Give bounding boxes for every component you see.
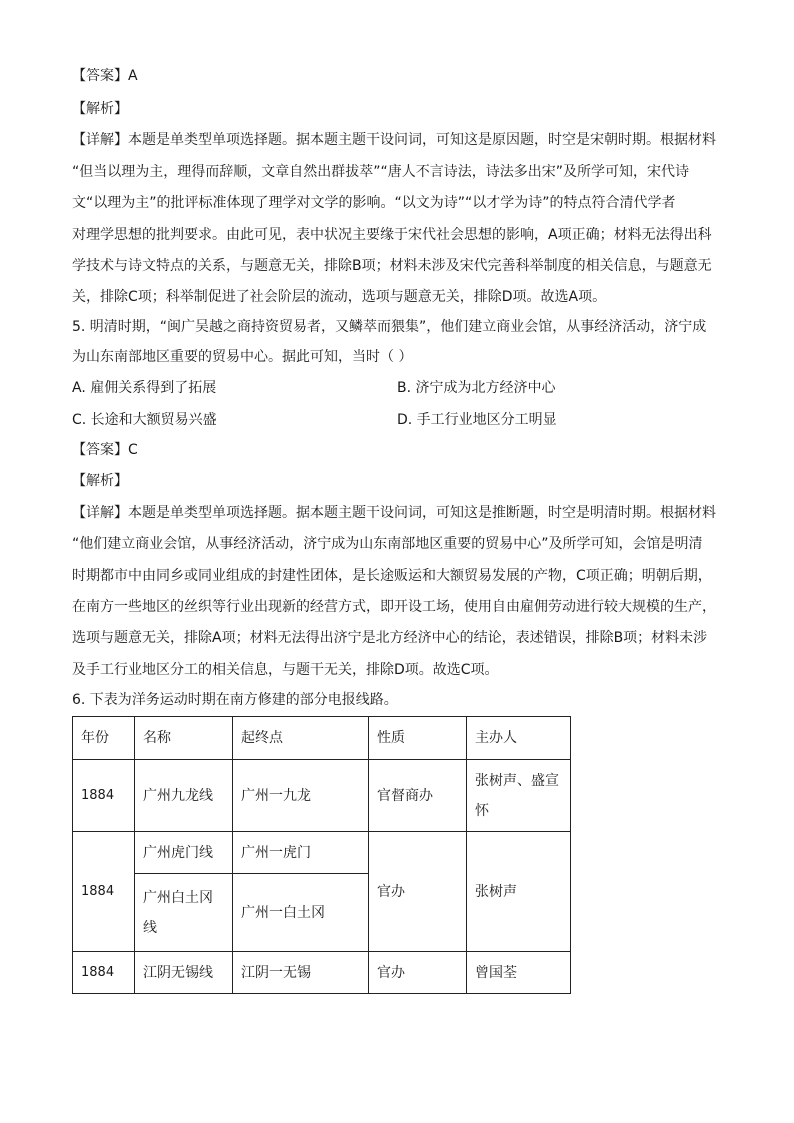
q4-detail-line-1 bbox=[72, 130, 716, 150]
telegraph-lines-table bbox=[72, 716, 571, 994]
cell-year: 1884 bbox=[73, 832, 135, 952]
header-name: 名称 bbox=[135, 717, 233, 760]
q5-detail-line-5: 选项与题意无关，排除A项；材料无法得出济宁是北方经济中心的结论，表述错误，排除B项；材料未涉 bbox=[72, 630, 708, 646]
q5-detail-line-4: 在南方一些地区的丝织等行业出现新的经营方式，即开设工场，使用自由雇佣劳动进行较大规模的生产， bbox=[72, 599, 716, 615]
q4-answer-value: A bbox=[128, 68, 138, 84]
header-nature: 性质 bbox=[369, 717, 467, 760]
q5-answer-label: 【答案】 bbox=[72, 442, 128, 458]
q4-answer-label: 【答案】 bbox=[72, 68, 128, 84]
q4-answer-line bbox=[72, 66, 138, 86]
q5-analysis-label: 【解析】 bbox=[72, 473, 128, 489]
q4-detail-line-3: 文“以理为主”的批评标准体现了理学对文学的影响。“以文为诗”“以才学为诗”的特点符合清代学者 bbox=[72, 195, 676, 211]
cell-year: 1884 bbox=[73, 760, 135, 832]
q5-option-c: C. 长途和大额贸易兴盛 bbox=[72, 412, 217, 428]
q5-detail-line-6: 及手工行业地区分工的相关信息，与题干无关，排除D项。故选C项。 bbox=[72, 662, 499, 678]
cell-name: 广州九龙线 bbox=[135, 760, 233, 832]
cell-sponsor: 曾国荃 bbox=[467, 952, 571, 994]
q5-answer-value: C bbox=[128, 442, 138, 458]
cell-route: 广州一虎门 bbox=[233, 832, 369, 874]
header-route: 起终点 bbox=[233, 717, 369, 760]
cell-sponsor: 张树声 bbox=[467, 832, 571, 952]
q5-detail-line-1 bbox=[72, 503, 716, 523]
cell-nature: 官办 bbox=[369, 952, 467, 994]
cell-route: 广州一九龙 bbox=[233, 760, 369, 832]
cell-name: 广州白土冈线 bbox=[135, 874, 233, 952]
table-row bbox=[73, 760, 571, 832]
q6-stem: 6. 下表为洋务运动时期在南方修建的部分电报线路。 bbox=[72, 692, 398, 708]
q4-detail-label: 【详解】 bbox=[72, 132, 128, 148]
table-row bbox=[73, 952, 571, 994]
q5-detail-text-1: 本题是单类型单项选择题。据本题主题干设问词，可知这是推断题，时空是明清时期。根据材料 bbox=[128, 505, 716, 521]
q4-detail-text-1: 本题是单类型单项选择题。据本题主题干设问词，可知这是原因题，时空是宋朝时期。根据材料 bbox=[128, 132, 716, 148]
cell-sponsor: 张树声、盛宣怀 bbox=[467, 760, 571, 832]
q5-stem-line-2: 为山东南部地区重要的贸易中心。据此可知，当时（ ） bbox=[72, 349, 413, 365]
table-row bbox=[73, 832, 571, 874]
cell-year: 1884 bbox=[73, 952, 135, 994]
cell-nature: 官办 bbox=[369, 832, 467, 952]
q4-detail-line-6: 关，排除C项；科举制促进了社会阶层的流动，选项与题意无关，排除D项。故选A项。 bbox=[72, 289, 607, 305]
q5-detail-line-2: “他们建立商业会馆，从事经济活动，济宁成为山东南部地区重要的贸易中心”及所学可知，会馆是明清 bbox=[72, 536, 703, 552]
q5-detail-line-3: 时期都市中由同乡或同业组成的封建性团体，是长途贩运和大额贸易发展的产物，C项正确；明朝后期， bbox=[72, 568, 712, 584]
q4-analysis-label: 【解析】 bbox=[72, 101, 128, 117]
header-year: 年份 bbox=[73, 717, 135, 760]
q5-answer-line bbox=[72, 440, 138, 460]
q4-detail-line-4: 对理学思想的批判要求。由此可见，表中状况主要缘于宋代社会思想的影响，A项正确；材料无法得出科 bbox=[72, 227, 712, 243]
q5-option-a: A. 雇佣关系得到了拓展 bbox=[72, 380, 217, 396]
cell-route: 广州一白土冈 bbox=[233, 874, 369, 952]
cell-name: 江阴无锡线 bbox=[135, 952, 233, 994]
q4-detail-line-2: “但当以理为主，理得而辞顺，文章自然出群拔萃”“唐人不言诗法，诗法多出宋”及所学可知，宋代诗 bbox=[72, 164, 690, 180]
q5-option-d: D. 手工行业地区分工明显 bbox=[397, 412, 557, 428]
q5-stem-line-1: 5. 明清时期，“闽广吴越之商持资贸易者，又鳞萃而猥集”，他们建立商业会馆，从事经济活动，济宁成 bbox=[72, 319, 707, 335]
q5-detail-label: 【详解】 bbox=[72, 505, 128, 521]
q4-detail-line-5: 学技术与诗文特点的关系，与题意无关，排除B项；材料未涉及宋代完善科举制度的相关信息，与题意无 bbox=[72, 258, 712, 274]
q5-option-b: B. 济宁成为北方经济中心 bbox=[397, 380, 556, 396]
cell-nature: 官督商办 bbox=[369, 760, 467, 832]
cell-route: 江阴一无锡 bbox=[233, 952, 369, 994]
cell-name: 广州虎门线 bbox=[135, 832, 233, 874]
table-header-row bbox=[73, 717, 571, 760]
header-sponsor: 主办人 bbox=[467, 717, 571, 760]
